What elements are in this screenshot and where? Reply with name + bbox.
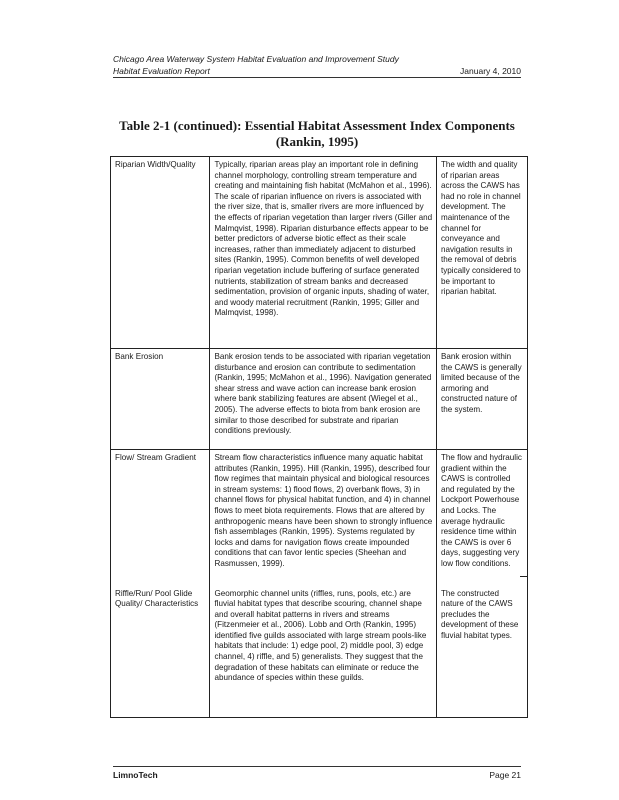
table-row bbox=[111, 349, 528, 450]
row-description: Geomorphic channel units (riffles, runs, pools, etc.) are fluvial habitat types that describe scouring, channel shape and overall habitat patterns in rivers and streams (Fitzenmeier et al., 2006). Lobb and Orth (Rankin, 1995) identified five guilds associated with large stream pools-like habitats that include: 1) edge pool, 2) middle pool, 3) edge channel, 4) riffle, and 5) generalists. They suggest that the degradation of these habitats can eliminate or reduce the abundance of species within these guilds. bbox=[210, 586, 436, 718]
footer bbox=[113, 766, 521, 780]
table-row bbox=[111, 586, 528, 718]
row-caws-note: Bank erosion within the CAWS is generally limited because of the armoring and constructed nature of the system. bbox=[436, 349, 527, 450]
table-title-line2: (Rankin, 1995) bbox=[275, 134, 359, 149]
row-component: Riffle/Run/ Pool Glide Quality/ Characteristics bbox=[111, 586, 210, 718]
row-component: Riparian Width/Quality bbox=[111, 157, 210, 349]
header-report-line bbox=[113, 66, 521, 78]
table-row bbox=[111, 157, 528, 349]
row-component: Flow/ Stream Gradient bbox=[111, 450, 210, 586]
footer-page-number: Page 21 bbox=[489, 770, 521, 780]
header-date: January 4, 2010 bbox=[460, 66, 521, 76]
row-separator-tick bbox=[520, 576, 528, 577]
table-title bbox=[113, 118, 521, 150]
table-row bbox=[111, 450, 528, 586]
row-caws-note: The flow and hydraulic gradient within the CAWS is controlled and regulated by the Lockport Powerhouse and Locks. The average hydraulic residence time within the CAWS is over 6 days, suggesting very low flow conditions. bbox=[436, 450, 527, 586]
row-description: Typically, riparian areas play an important role in defining channel morphology, controlling stream temperature and creating and maintaining fish habitat (McMahon et al., 1996). The scale of riparian influence on rivers is associated with the river size, that is, smaller rivers are more influenced by the effects of riparian vegetation than larger rivers (Giller and Malmqvist, 1998). Riparian disturbance effects appear to be better predictors of adverse biotic effect as their scale increases, rather than immediately adjacent to disturbed sites (Rankin, 1995). Common benefits of well developed riparian vegetation include buffering of surface generated nutrients, stabilization of stream banks and decreased sedimentation, provision of organic inputs, shading of water, and woody material recruitment (Rankin, 1995; Giller and Malmqvist, 1998). bbox=[210, 157, 436, 349]
row-description: Stream flow characteristics influence many aquatic habitat attributes (Rankin, 1995). Hill (Rankin, 1995), described four flow regimes that maintain physical and biological resources in stream systems: 1) flood flows, 2) overbank flows, 3) in channel flows for physical habitat function, and 4) in channel flows to meet biota requirements. Flows that are altered by anthropogenic means have been shown to strongly influence fish assemblages (Rankin, 1995). Systems regulated by locks and dams for navigation flows create impounded conditions that can favor lentic species (Sheehan and Rasmussen, 1999). bbox=[210, 450, 436, 586]
table-title-line1: Table 2-1 (continued): Essential Habitat Assessment Index Components bbox=[119, 118, 515, 133]
row-caws-note: The width and quality of riparian areas across the CAWS has had no role in channel development. The maintenance of the channel for conveyance and navigation results in the removal of debris typically considered to be important to riparian habitat. bbox=[436, 157, 527, 349]
row-description: Bank erosion tends to be associated with riparian vegetation disturbance and erosion can contribute to sedimentation (Rankin, 1995; McMahon et al., 1996). Navigation generated shear stress and wave action can increase bank erosion where bank stabilizing features are absent (Wiegel et al., 2005). The adverse effects to biota from bank erosion are similar to those described for substrate and riparian conditions previously. bbox=[210, 349, 436, 450]
footer-company: LimnoTech bbox=[113, 770, 158, 780]
header-report-title: Habitat Evaluation Report bbox=[113, 66, 210, 76]
row-caws-note: The constructed nature of the CAWS precludes the development of these fluvial habitat types. bbox=[436, 586, 527, 718]
row-component: Bank Erosion bbox=[111, 349, 210, 450]
header-study-title: Chicago Area Waterway System Habitat Evaluation and Improvement Study bbox=[113, 54, 399, 64]
habitat-index-table bbox=[110, 156, 528, 718]
